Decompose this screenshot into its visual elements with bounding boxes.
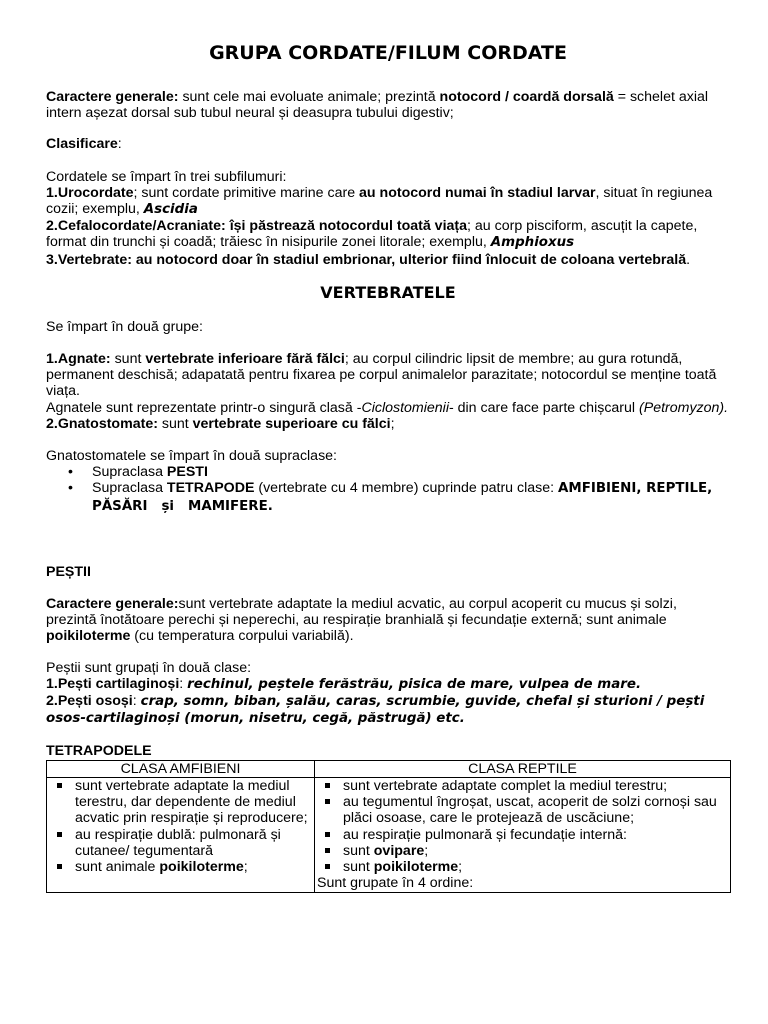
pestii-caractere: Caractere generale:sunt vertebrate adaptate la mediul acvatic, au corpul acoperit cu mucus și solzi, prezintă înotătoare perechi și neperechi, au respirație branhială și fecundație externă; sunt animale poikiloterme (cu temperatura corpului variabilă). [46,596,677,645]
list-item: au respirație dublă: pulmonară și cutanee/ tegumentară [49,827,312,859]
table-row [47,777,731,892]
list-item: au respirație pulmonară și fecundație internă: [317,827,728,843]
gnatostomate-intro: Gnatostomatele se împart în două supraclase: [46,448,338,465]
supraclase-list [46,464,759,515]
subfilum-vertebrate: 3.Vertebrate: au notocord doar în stadiul embrionar, ulterior fiind înlocuit de coloana vertebrală. [46,251,691,268]
list-item: sunt poikiloterme; [317,859,728,875]
pestii-intro: Peștii sunt grupați în două clase: [46,659,252,676]
list-item: sunt vertebrate adaptate la mediul terestru, dar dependente de mediul acvatic prin respirație și reproducere; [49,778,312,827]
table-header-row [47,760,731,777]
tetrapode-table [46,760,731,894]
list-item: au tegumentul îngroșat, uscat, acoperit de solzi cornoși sau plăci osoase, care le protejează de uscăciune; [317,794,728,826]
page-title: GRUPA CORDATE/FILUM CORDATE [209,42,567,64]
section-title-vertebratele: VERTEBRATELE [320,282,456,302]
reptile-ordine-note: Sunt grupate în 4 ordine: [317,875,474,892]
header-clasa-reptile: CLASA REPTILE [315,760,731,777]
list-item: sunt animale poikiloterme; [49,859,312,875]
list-item: • Supraclasa PESTI [46,464,730,480]
list-item: sunt ovipare; [317,843,728,859]
section-heading-pestii: PEȘTII [46,563,91,580]
intro-paragraph: Caractere generale: sunt cele mai evoluate animale; prezintă notocord / coardă dorsală = schelet axial intern așezat dorsal sub tubul neural și deasupra tubului digestiv; [46,89,709,122]
agnate-note: Agnatele sunt reprezentate printr-o singură clasă -Ciclostomienii- din care face parte chișcarul (Petromyzon). [46,399,729,416]
subfilum-urocordate: 1.Urocordate; sunt cordate primitive marine care au notocord numai în stadiul larvar, situat în regiunea cozii; exemplu, Ascidia [46,184,713,218]
list-item: sunt vertebrate adaptate complet la mediul terestru; [317,778,728,794]
clasa-pesti-ososi: 2.Pești osoși: crap, somn, biban, șalău, caras, scrumbie, guvide, chefal și sturioni / pești osos-cartilaginoși (morun, nisetru, cegă, păstrugă) etc. [46,693,705,727]
subfilum-cefalocordate: 2.Cefalocordate/Acraniate: își păstrează notocordul toată viața; au corp pisciform, ascuțit la capete, format din trunchi și coadă; trăiesc în nisipurile zonei litorale; exemplu, Amphioxus [46,218,698,251]
intro-label: Caractere generale: [46,89,179,105]
amfibieni-list [49,778,312,875]
document-page [46,0,759,893]
clasa-pesti-cartilaginosi: 1.Pești cartilaginoși: rechinul, peștele ferăstrău, pisica de mare, vulpea de mare. [46,675,642,692]
list-item: • Supraclasa TETRAPODE (vertebrate cu 4 membre) cuprinde patru clase: AMFIBIENI, REPTILE, PĂSĂRI și MAMIFERE. [46,480,730,514]
section-heading-tetrapodele: TETRAPODELE [46,743,152,760]
group-agnate: 1.Agnate: sunt vertebrate inferioare fără fălci; au corpul cilindric lipsit de membre; au gura rotundă, permanent deschisă; adapatată pentru fixarea pe corpul animalelor parazitate; notocordul se menține toată viața. [46,351,717,400]
reptile-list [317,778,728,875]
cell-amfibieni [47,777,315,892]
header-clasa-amfibieni: CLASA AMFIBIENI [47,760,315,777]
cell-reptile [315,777,731,892]
vertebratele-intro: Se împart în două grupe: [46,318,203,335]
group-gnatostomate: 2.Gnatostomate: sunt vertebrate superioare cu fălci; [46,415,395,432]
clasificare-intro: Cordatele se împart în trei subfilumuri: [46,168,287,185]
clasificare-heading: Clasificare: [46,136,122,153]
